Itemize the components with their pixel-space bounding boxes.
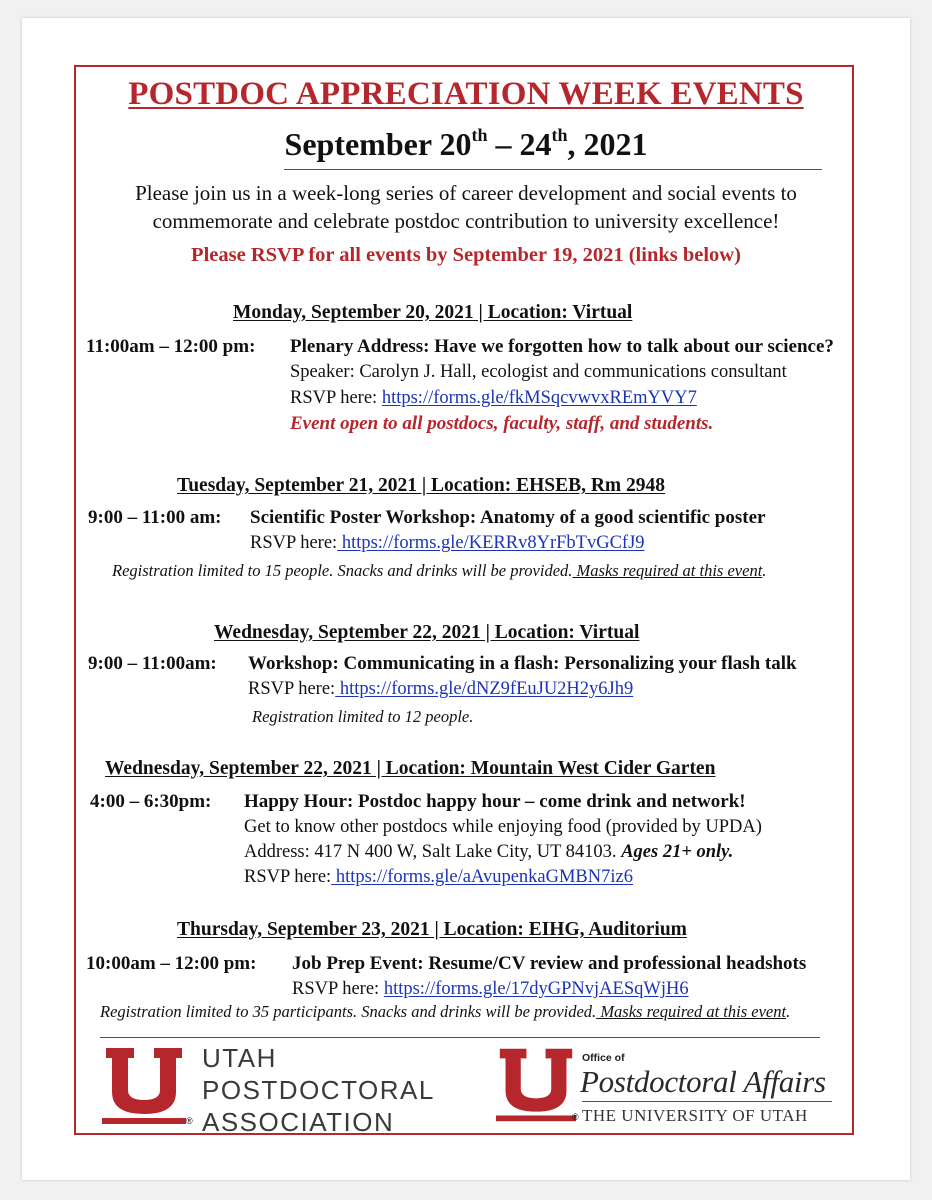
event-dates: September 20th – 24th, 2021 — [284, 125, 648, 162]
flyer-page — [22, 18, 910, 1180]
event-time: 9:00 – 11:00am: — [88, 653, 217, 674]
rsvp-line: RSVP here: https://forms.gle/17dyGPNvjAESqWjH6 — [292, 979, 689, 999]
event-time: 9:00 – 11:00 am: — [88, 507, 222, 528]
event-title: Workshop: Communicating in a flash: Personalizing your flash talk — [248, 653, 797, 674]
event-time: 10:00am – 12:00 pm: — [86, 953, 257, 974]
event-title: Job Prep Event: Resume/CV review and professional headshots — [292, 953, 807, 974]
footer-divider — [100, 1037, 820, 1038]
event-speaker: Speaker: Carolyn J. Hall, ecologist and communications consultant — [290, 362, 787, 382]
event-open-note: Event open to all postdocs, faculty, staff, and students. — [290, 413, 714, 434]
rsvp-link[interactable]: https://forms.gle/fkMSqcvwvxREmYVY7 — [381, 388, 697, 408]
postdoctoral-affairs-title: Postdoctoral Affairs — [580, 1064, 826, 1099]
event-day-heading: Wednesday, September 22, 2021 | Location: Virtual — [214, 622, 640, 643]
upda-logo-text: UTAH POSTDOCTORAL ASSOCIATION — [202, 1043, 435, 1137]
event-title: Scientific Poster Workshop: Anatomy of a good scientific poster — [250, 507, 766, 528]
rsvp-line: RSVP here: https://forms.gle/fkMSqcvwvxREmYVY7 — [290, 388, 697, 408]
event-day-heading: Wednesday, September 22, 2021 | Location: Mountain West Cider Garten — [105, 758, 716, 779]
title-divider — [284, 169, 822, 170]
intro-line-1: Please join us in a week-long series of career development and social events to — [135, 181, 797, 205]
rsvp-link[interactable]: https://forms.gle/dNZ9fEuJU2H2y6Jh9 — [335, 679, 634, 699]
intro-line-2: commemorate and celebrate postdoc contribution to university excellence! — [152, 209, 780, 233]
u-block-logo-icon — [496, 1046, 576, 1124]
university-of-utah-label: THE UNIVERSITY OF UTAH — [582, 1106, 808, 1125]
event-day-heading: Tuesday, September 21, 2021 | Location: EHSEB, Rm 2948 — [177, 475, 666, 496]
rsvp-line: RSVP here: https://forms.gle/aAvupenkaGMBN7iz6 — [244, 867, 633, 887]
event-note: Registration limited to 15 people. Snacks and drinks will be provided. Masks required at this event. — [112, 561, 767, 580]
page-title: POSTDOC APPRECIATION WEEK EVENTS — [128, 76, 804, 112]
office-of-label: Office of — [582, 1052, 625, 1064]
u-block-logo-icon — [102, 1046, 186, 1126]
rsvp-line: RSVP here: https://forms.gle/KERRv8YrFbTvGCfJ9 — [250, 533, 645, 553]
logo-divider — [582, 1101, 832, 1102]
rsvp-link[interactable]: https://forms.gle/aAvupenkaGMBN7iz6 — [331, 867, 633, 887]
rsvp-deadline: Please RSVP for all events by September 19, 2021 (links below) — [191, 244, 741, 266]
event-day-heading: Monday, September 20, 2021 | Location: Virtual — [233, 302, 633, 323]
event-time: 11:00am – 12:00 pm: — [86, 336, 256, 357]
event-day-heading: Thursday, September 23, 2021 | Location: EIHG, Auditorium — [177, 919, 687, 940]
registered-mark: ® — [186, 1116, 193, 1126]
event-detail: Get to know other postdocs while enjoying food (provided by UPDA) — [244, 817, 762, 837]
event-time: 4:00 – 6:30pm: — [90, 791, 212, 812]
event-note: Registration limited to 35 participants. Snacks and drinks will be provided. Masks required at this event. — [100, 1002, 791, 1021]
rsvp-line: RSVP here: https://forms.gle/dNZ9fEuJU2H2y6Jh9 — [248, 679, 634, 699]
rsvp-link[interactable]: https://forms.gle/KERRv8YrFbTvGCfJ9 — [337, 533, 645, 553]
rsvp-link[interactable]: https://forms.gle/17dyGPNvjAESqWjH6 — [383, 979, 689, 999]
event-title: Happy Hour: Postdoc happy hour – come drink and network! — [244, 791, 746, 812]
event-title: Plenary Address: Have we forgotten how to talk about our science? — [290, 336, 834, 357]
event-note: Registration limited to 12 people. — [252, 707, 474, 726]
event-address: Address: 417 N 400 W, Salt Lake City, UT 84103. Ages 21+ only. — [244, 842, 734, 862]
registered-mark: ® — [572, 1112, 579, 1122]
